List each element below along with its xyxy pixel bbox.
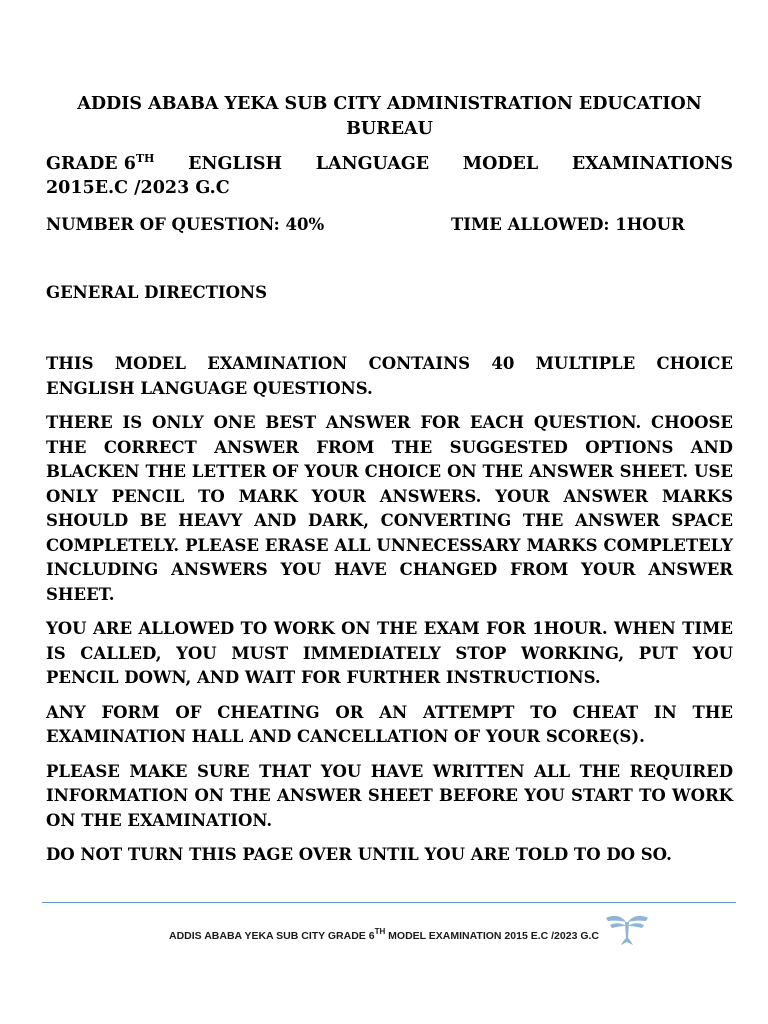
bird-logo-icon xyxy=(604,912,650,946)
direction-paragraph: THIS MODEL EXAMINATION CONTAINS 40 MULTIPLE CHOICE ENGLISH LANGUAGE QUESTIONS. xyxy=(46,354,733,398)
exam-subtitle xyxy=(46,152,733,200)
time-allowed: TIME ALLOWED: 1HOUR xyxy=(451,215,685,234)
exam-year: 2015E.C /2023 G.C xyxy=(46,178,230,198)
direction-paragraph: DO NOT TURN THIS PAGE OVER UNTIL YOU ARE TOLD TO DO SO. xyxy=(46,845,672,864)
exam-cover-page xyxy=(46,92,733,868)
direction-paragraph: ANY FORM OF CHEATING OR AN ATTEMPT TO CHEAT IN THE EXAMINATION HALL AND CANCELLATION OF YOUR SCORE(S). xyxy=(46,702,733,746)
direction-paragraph: YOU ARE ALLOWED TO WORK ON THE EXAM FOR 1HOUR. WHEN TIME IS CALLED, YOU MUST IMMEDIATELY STOP WORKING, PUT YOU PENCIL DOWN, AND WAIT FOR FURTHER INSTRUCTIONS. xyxy=(46,619,733,687)
page-footer: ADDIS ABABA YEKA SUB CITY GRADE 6TH MODEL EXAMINATION 2015 E.C /2023 G.C xyxy=(169,927,599,942)
directions-heading: GENERAL DIRECTIONS xyxy=(46,283,268,302)
grade-label: GRADE 6TH xyxy=(46,152,155,174)
footer-divider xyxy=(42,902,736,903)
page-title: ADDIS ABABA YEKA SUB CITY ADMINISTRATION EDUCATION BUREAU xyxy=(77,94,702,139)
direction-paragraph: THERE IS ONLY ONE BEST ANSWER FOR EACH QUESTION. CHOOSE THE CORRECT ANSWER FROM THE SUGGESTED OPTIONS AND BLACKEN THE LETTER OF YOUR CHOICE ON THE ANSWER SHEET. USE ONLY PENCIL TO MARK YOUR ANSWERS. YOUR ANSWER MARKS SHOULD BE HEAVY AND DARK, CONVERTING THE ANSWER SPACE COMPLETELY. PLEASE ERASE ALL UNNECESSARY MARKS COMPLETELY INCLUDING ANSWERS YOU HAVE CHANGED FROM YOUR ANSWER SHEET. xyxy=(46,413,733,604)
subtitle-word: MODEL xyxy=(462,154,539,174)
direction-paragraph: PLEASE MAKE SURE THAT YOU HAVE WRITTEN ALL THE REQUIRED INFORMATION ON THE ANSWER SHEET BEFORE YOU START TO WORK ON THE EXAMINATION. xyxy=(46,761,733,830)
exam-meta xyxy=(46,214,733,236)
subtitle-word: EXAMINATIONS xyxy=(571,154,733,174)
subtitle-word: ENGLISH xyxy=(188,154,283,174)
subtitle-word: LANGUAGE xyxy=(315,154,430,174)
question-count: NUMBER OF QUESTION: 40% xyxy=(46,215,325,234)
